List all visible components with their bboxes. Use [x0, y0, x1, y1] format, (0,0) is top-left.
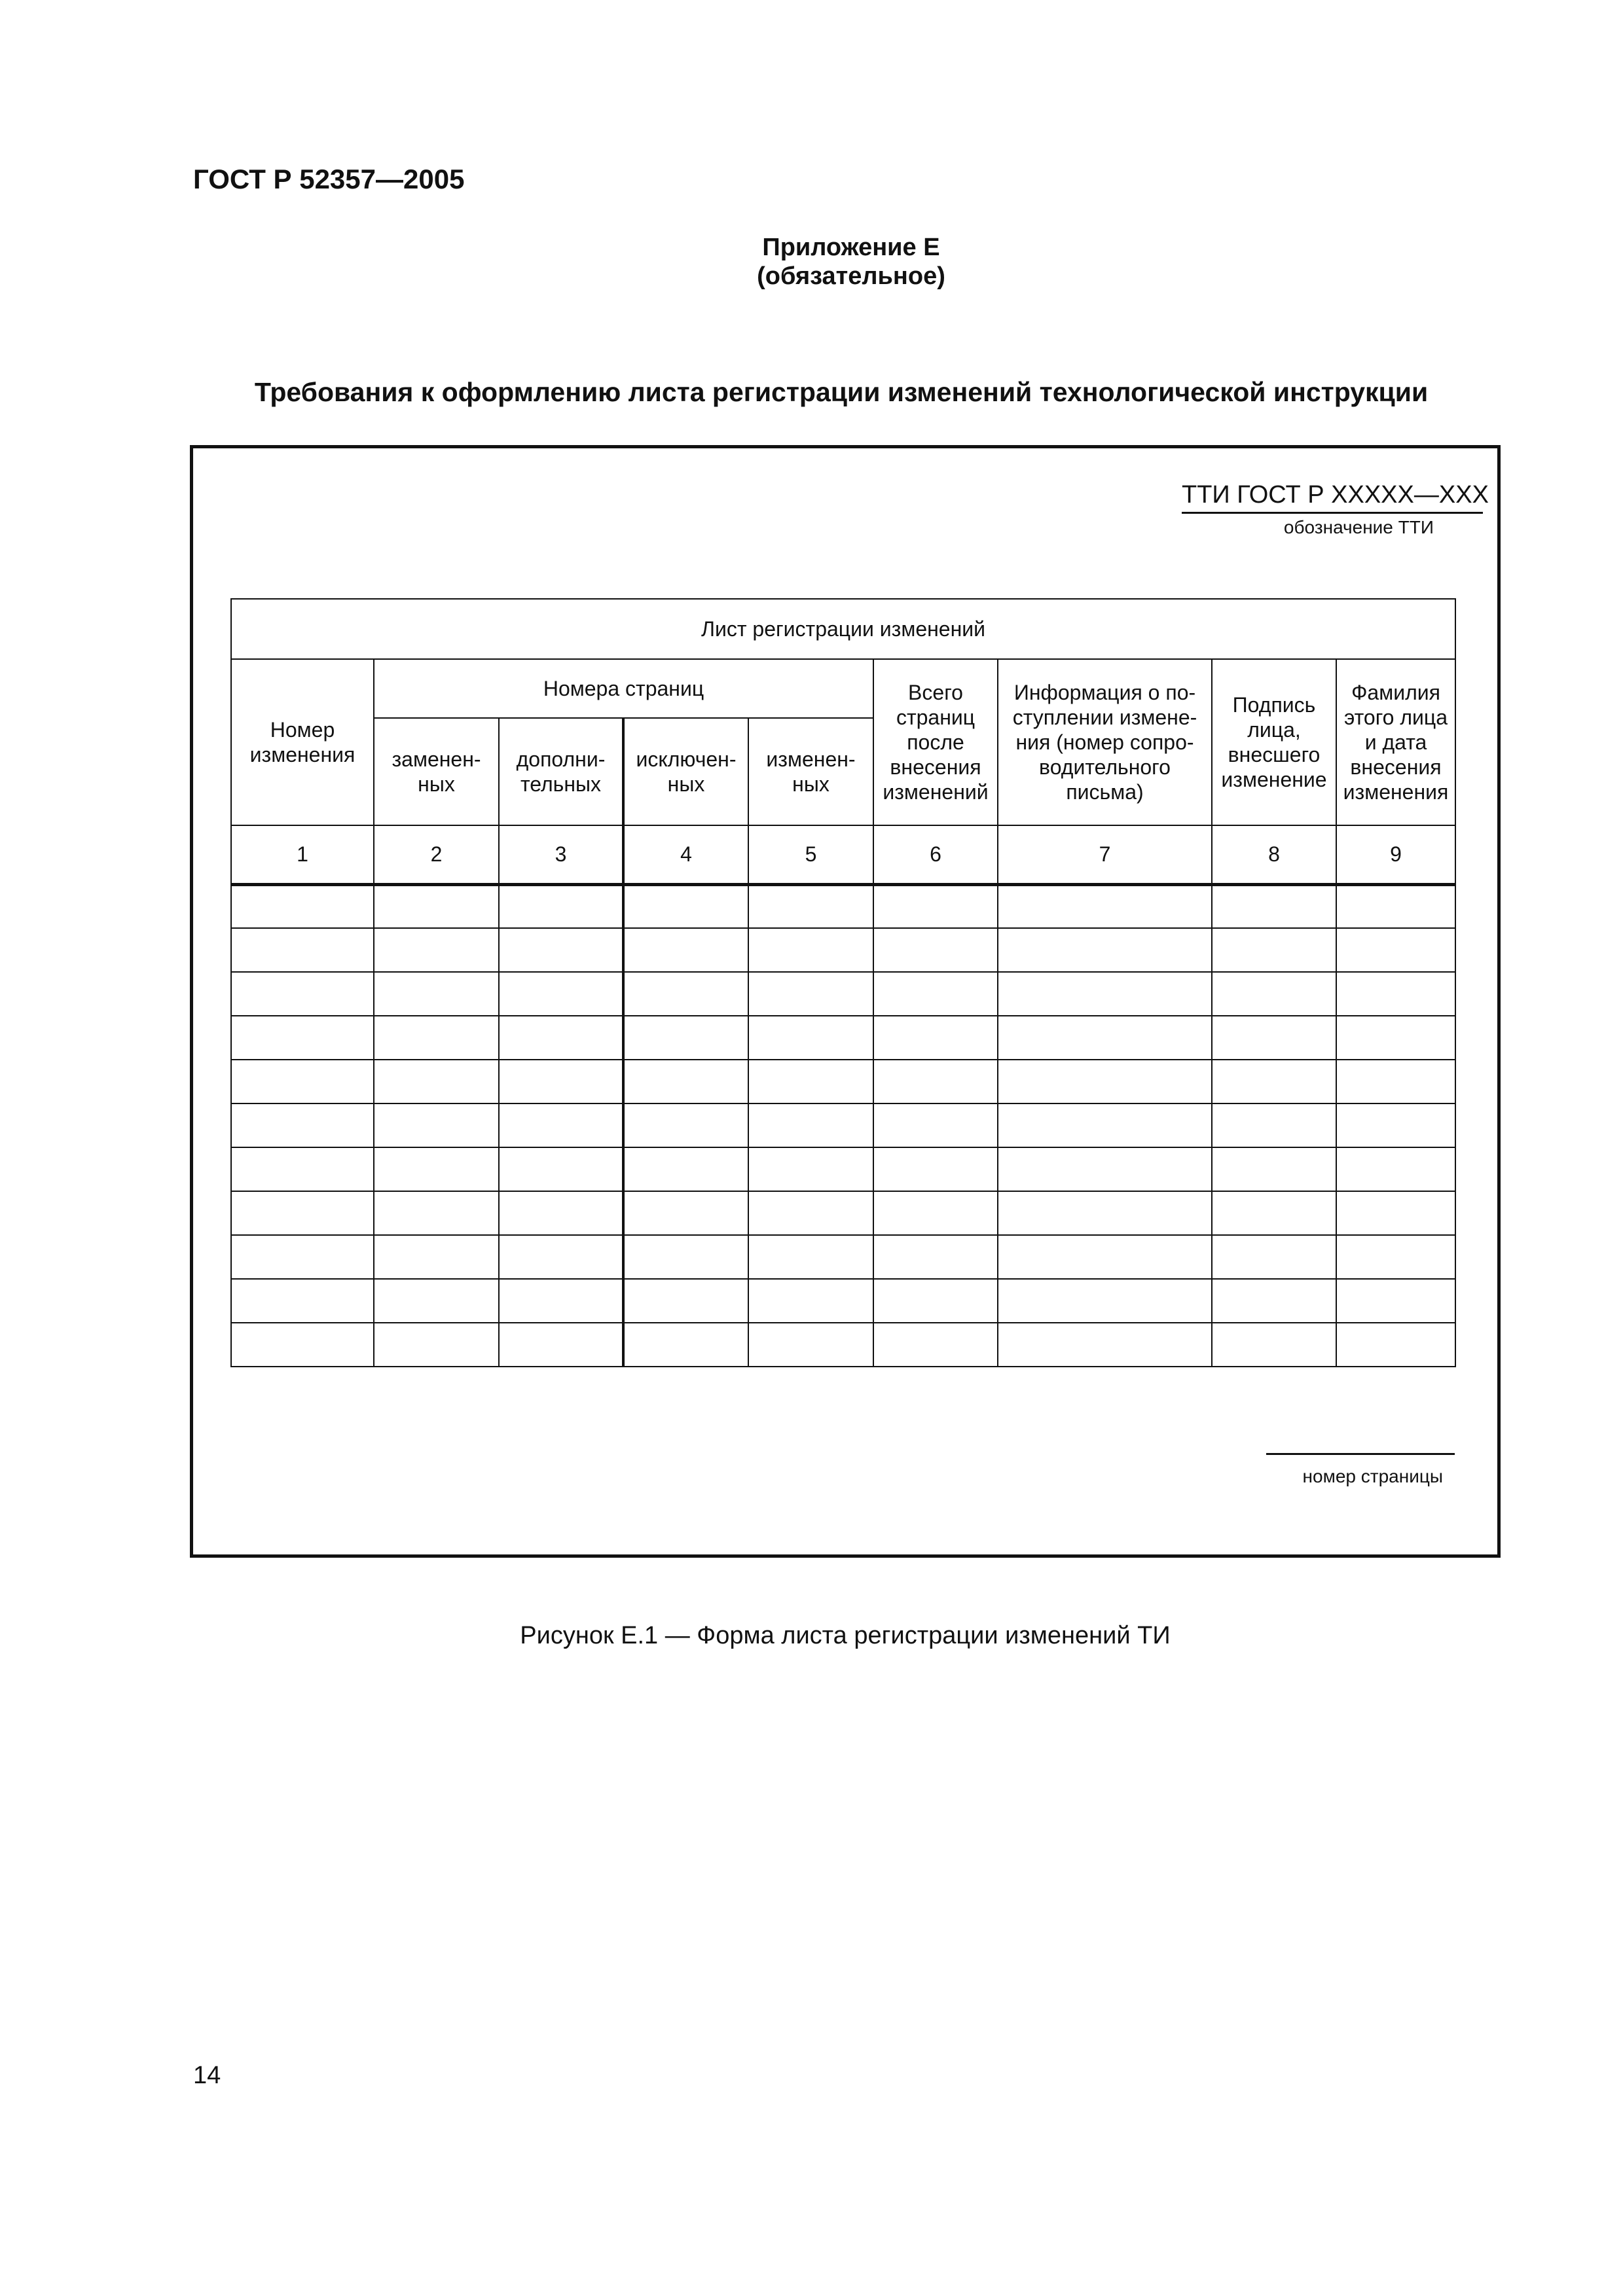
tti-designation-caption: обозначение ТТИ	[1283, 517, 1434, 537]
header-row-1	[231, 659, 1455, 718]
table-cell	[623, 1103, 748, 1147]
table-cell	[1336, 928, 1455, 972]
table-cell	[623, 1191, 748, 1235]
figure-caption: Рисунок Е.1 — Форма листа регистрации изменений ТИ	[520, 1622, 1171, 1649]
tti-designation: ТТИ ГОСТ Р ХХХХХ—ХХХ	[1182, 481, 1483, 514]
table-cell	[231, 1016, 374, 1060]
page-number-caption: номер страницы	[1302, 1466, 1443, 1486]
table-cell	[1336, 1060, 1455, 1103]
table-row	[231, 884, 1455, 928]
table-cell	[374, 1060, 499, 1103]
column-number: 2	[374, 825, 499, 884]
header-change-number: Номер изменения	[231, 659, 374, 825]
table-cell	[231, 1279, 374, 1323]
header-total-pages: Всего страниц после внесения изменений	[873, 659, 998, 825]
table-row	[231, 928, 1455, 972]
table-cell	[231, 1060, 374, 1103]
table-cell	[748, 972, 873, 1016]
table-cell	[374, 1103, 499, 1147]
table-cell	[499, 1235, 623, 1279]
table-cell	[748, 1323, 873, 1367]
table-cell	[1212, 884, 1336, 928]
table-cell	[1212, 972, 1336, 1016]
table-cell	[231, 1147, 374, 1191]
table-cell	[1212, 928, 1336, 972]
table-cell	[623, 1235, 748, 1279]
table-cell	[231, 1323, 374, 1367]
table-cell	[998, 1103, 1212, 1147]
table-cell	[1212, 1147, 1336, 1191]
table-cell	[1336, 1147, 1455, 1191]
table-cell	[1336, 1323, 1455, 1367]
table-cell	[623, 1147, 748, 1191]
table-cell	[998, 1235, 1212, 1279]
table-cell	[499, 1191, 623, 1235]
table-cell	[374, 972, 499, 1016]
table-cell	[873, 1147, 998, 1191]
appendix-heading	[655, 233, 1048, 291]
table-title-row	[231, 599, 1455, 659]
table-cell	[499, 928, 623, 972]
table-row	[231, 1191, 1455, 1235]
table-title: Лист регистрации изменений	[231, 599, 1455, 659]
table-cell	[748, 1103, 873, 1147]
table-cell	[873, 1016, 998, 1060]
table-cell	[374, 1279, 499, 1323]
table-cell	[499, 972, 623, 1016]
table-cell	[748, 1191, 873, 1235]
table-cell	[1212, 1323, 1336, 1367]
table-cell	[873, 972, 998, 1016]
header-removed-pages: исключен- ных	[623, 718, 748, 825]
table-cell	[499, 1060, 623, 1103]
table-cell	[998, 972, 1212, 1016]
table-cell	[374, 1191, 499, 1235]
table-cell	[231, 1235, 374, 1279]
table-cell	[499, 1103, 623, 1147]
table-cell	[748, 1060, 873, 1103]
table-cell	[623, 1016, 748, 1060]
table-cell	[1336, 1235, 1455, 1279]
table-cell	[873, 1235, 998, 1279]
table-cell	[499, 884, 623, 928]
table-cell	[1336, 884, 1455, 928]
column-number: 3	[499, 825, 623, 884]
appendix-status: (обязательное)	[757, 262, 945, 290]
table-cell	[873, 1060, 998, 1103]
table-cell	[998, 1191, 1212, 1235]
table-cell	[623, 1060, 748, 1103]
table-cell	[374, 884, 499, 928]
table-cell	[998, 1147, 1212, 1191]
header-name-and-date: Фамилия этого лица и дата внесения изменения	[1336, 659, 1455, 825]
table-cell	[873, 1191, 998, 1235]
table-row	[231, 1235, 1455, 1279]
table-cell	[374, 928, 499, 972]
table-cell	[623, 1279, 748, 1323]
table-cell	[873, 1103, 998, 1147]
column-number: 5	[748, 825, 873, 884]
table-cell	[873, 928, 998, 972]
table-cell	[748, 1016, 873, 1060]
table-cell	[873, 1279, 998, 1323]
section-title: Требования к оформлению листа регистрации изменений технологической инструкции	[254, 377, 1429, 407]
column-number: 6	[873, 825, 998, 884]
header-page-numbers-group: Номера страниц	[374, 659, 873, 718]
table-cell	[231, 884, 374, 928]
table-cell	[1212, 1060, 1336, 1103]
table-cell	[1212, 1016, 1336, 1060]
table-cell	[873, 884, 998, 928]
table-row	[231, 1060, 1455, 1103]
page-number: 14	[193, 2062, 221, 2089]
table-cell	[1212, 1279, 1336, 1323]
column-number: 7	[998, 825, 1212, 884]
table-cell	[998, 1060, 1212, 1103]
table-cell	[998, 1279, 1212, 1323]
table-cell	[374, 1235, 499, 1279]
table-cell	[374, 1147, 499, 1191]
table-cell	[499, 1016, 623, 1060]
table-cell	[623, 884, 748, 928]
table-cell	[1212, 1103, 1336, 1147]
table-cell	[231, 972, 374, 1016]
table-cell	[374, 1016, 499, 1060]
table-cell	[1336, 1279, 1455, 1323]
change-registration-table	[230, 598, 1456, 1367]
table-cell	[499, 1279, 623, 1323]
table-cell	[748, 1147, 873, 1191]
table-row	[231, 1323, 1455, 1367]
table-row	[231, 1279, 1455, 1323]
table-cell	[231, 1191, 374, 1235]
table-cell	[748, 1235, 873, 1279]
page-number-line	[1266, 1453, 1455, 1455]
table-row	[231, 1147, 1455, 1191]
table-cell	[748, 1279, 873, 1323]
table-cell	[231, 928, 374, 972]
header-change-receipt-info: Информация о по- ступлении измене- ния (номер сопро- водительного письма)	[998, 659, 1212, 825]
table-cell	[748, 884, 873, 928]
header-added-pages: дополни- тельных	[499, 718, 623, 825]
table-cell	[623, 928, 748, 972]
table-cell	[1212, 1191, 1336, 1235]
column-number-row	[231, 825, 1455, 884]
header-changed-pages: изменен- ных	[748, 718, 873, 825]
table-cell	[998, 1323, 1212, 1367]
column-number: 8	[1212, 825, 1336, 884]
table-cell	[1336, 1191, 1455, 1235]
document-code: ГОСТ Р 52357—2005	[193, 164, 465, 194]
column-number: 4	[623, 825, 748, 884]
table-cell	[998, 1016, 1212, 1060]
table-cell	[873, 1323, 998, 1367]
table-cell	[998, 928, 1212, 972]
table-cell	[623, 1323, 748, 1367]
table-cell	[231, 1103, 374, 1147]
table-row	[231, 1016, 1455, 1060]
table-cell	[623, 972, 748, 1016]
table-cell	[748, 928, 873, 972]
table-cell	[499, 1147, 623, 1191]
header-replaced-pages: заменен- ных	[374, 718, 499, 825]
column-number: 1	[231, 825, 374, 884]
column-number: 9	[1336, 825, 1455, 884]
table-row	[231, 1103, 1455, 1147]
table-cell	[1336, 1103, 1455, 1147]
table-cell	[998, 884, 1212, 928]
table-cell	[374, 1323, 499, 1367]
table-cell	[1336, 972, 1455, 1016]
appendix-label: Приложение Е	[762, 234, 940, 261]
header-signature: Подпись лица, внесшего изменение	[1212, 659, 1336, 825]
table-row	[231, 972, 1455, 1016]
table-cell	[1336, 1016, 1455, 1060]
table-cell	[1212, 1235, 1336, 1279]
table-cell	[499, 1323, 623, 1367]
empty-rows-body	[231, 884, 1455, 1367]
